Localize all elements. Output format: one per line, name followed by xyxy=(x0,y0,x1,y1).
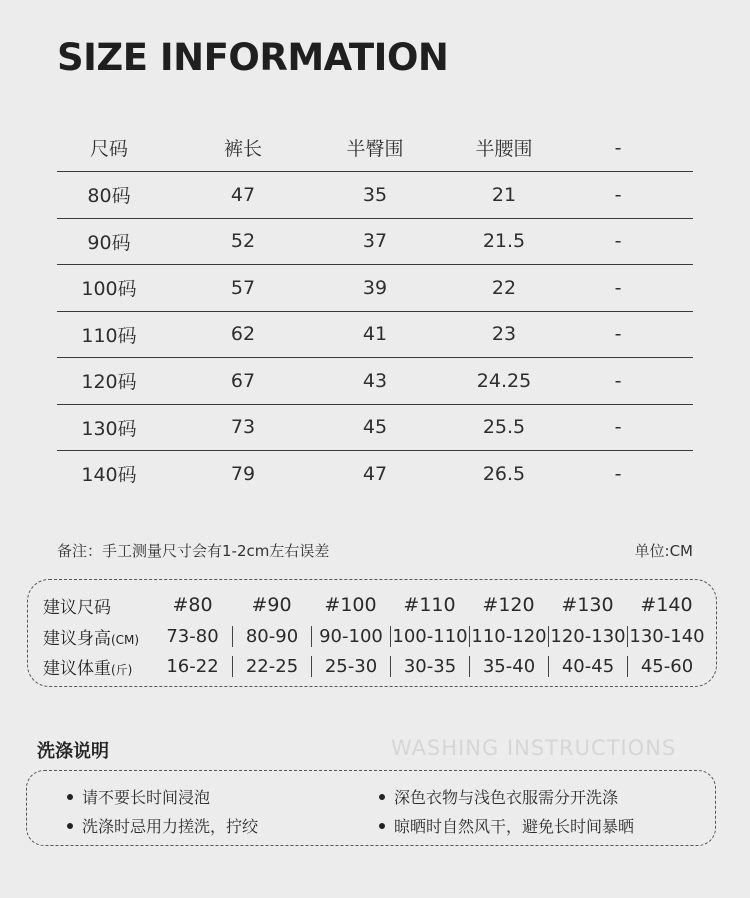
table-cell: 80码 xyxy=(87,185,131,208)
table-cell: 39 xyxy=(362,276,388,299)
table-row xyxy=(57,451,693,497)
recommend-size-label: 建议尺码 xyxy=(43,597,111,618)
recommend-size-cell: #140 xyxy=(640,594,693,616)
washing-item-text: 请不要长时间浸泡 xyxy=(82,788,211,807)
table-row xyxy=(57,405,693,452)
table-cell: 43 xyxy=(362,369,388,392)
washing-title: 洗涤说明 xyxy=(37,741,109,762)
table-cell: 24.25 xyxy=(476,369,532,392)
recommend-size-row xyxy=(28,590,716,620)
bullet-icon xyxy=(67,794,73,800)
table-cell: - xyxy=(614,323,622,346)
washing-item xyxy=(379,814,634,837)
recommend-weight-cell: 35-40 xyxy=(469,656,548,677)
table-cell: 22 xyxy=(491,276,517,299)
table-cell: 120码 xyxy=(81,371,137,394)
table-cell: 26.5 xyxy=(482,462,526,485)
table-cell: - xyxy=(614,230,622,253)
recommend-size-cell: #80 xyxy=(172,594,213,616)
table-cell: 47 xyxy=(230,183,256,206)
recommend-size-cell: #90 xyxy=(251,594,292,616)
table-cell: 21 xyxy=(491,183,517,206)
weight-label-text: 建议体重 xyxy=(43,658,111,679)
washing-item-text: 洗涤时忌用力搓洗，拧绞 xyxy=(82,817,259,836)
washing-item-text: 深色衣物与浅色衣服需分开洗涤 xyxy=(394,788,619,807)
header-cell: 半腰围 xyxy=(475,138,533,160)
table-cell: 100码 xyxy=(81,278,137,301)
washing-item xyxy=(67,814,258,837)
table-row xyxy=(57,312,693,359)
table-row xyxy=(57,265,693,312)
recommend-weight-label xyxy=(28,654,153,679)
table-cell: 67 xyxy=(230,369,256,392)
table-cell: 140码 xyxy=(81,464,137,487)
table-cell: 25.5 xyxy=(482,416,526,439)
table-cell: 52 xyxy=(230,230,256,253)
bullet-icon xyxy=(67,823,73,829)
table-cell: 47 xyxy=(362,462,388,485)
header-cell: 裤长 xyxy=(223,138,262,160)
table-cell: - xyxy=(614,369,622,392)
recommend-weight-cell: 40-45 xyxy=(548,656,627,677)
washing-item xyxy=(67,785,210,808)
header-cell: 半臀围 xyxy=(346,138,404,160)
table-row xyxy=(57,358,693,405)
recommend-height-row xyxy=(28,622,716,650)
table-cell: 45 xyxy=(362,416,388,439)
recommend-height-cell: 80-90 xyxy=(232,626,311,647)
washing-instructions-box xyxy=(26,770,716,846)
recommend-size-cell: #130 xyxy=(561,594,614,616)
header-cell: 尺码 xyxy=(89,138,128,160)
measurement-note: 备注：手工测量尺寸会有1-2cm左右误差 xyxy=(57,542,330,560)
table-cell: 130码 xyxy=(81,417,137,440)
table-cell: 73 xyxy=(230,416,256,439)
table-cell: 37 xyxy=(362,230,388,253)
weight-unit-text: (斤) xyxy=(111,662,133,677)
washing-item xyxy=(379,785,618,808)
recommend-weight-cell: 45-60 xyxy=(627,656,706,677)
washing-title-en: WASHING INSTRUCTIONS xyxy=(391,736,677,760)
size-recommendation-box xyxy=(27,579,717,687)
table-cell: 62 xyxy=(230,323,256,346)
table-row xyxy=(57,172,693,219)
table-cell: 79 xyxy=(230,462,256,485)
table-row xyxy=(57,219,693,266)
table-cell: 90码 xyxy=(87,231,131,254)
recommend-size-cell: #100 xyxy=(324,594,377,616)
recommend-weight-cell: 16-22 xyxy=(166,655,219,677)
page-title: SIZE INFORMATION xyxy=(57,36,449,79)
recommend-height-cell: 120-130 xyxy=(548,626,627,647)
table-cell: - xyxy=(614,276,622,299)
washing-item-text: 晾晒时自然风干，避免长时间暴晒 xyxy=(394,817,635,836)
table-cell: 35 xyxy=(362,183,388,206)
recommend-height-cell: 90-100 xyxy=(311,626,390,647)
recommend-weight-cell: 25-30 xyxy=(311,656,390,677)
height-unit-text: (CM) xyxy=(111,632,140,647)
table-header-row xyxy=(57,124,693,172)
table-cell: 23 xyxy=(491,323,517,346)
recommend-height-cell: 110-120 xyxy=(469,626,548,647)
table-cell: 57 xyxy=(230,276,256,299)
height-label-text: 建议身高 xyxy=(43,628,111,649)
recommend-weight-cell: 22-25 xyxy=(232,656,311,677)
table-cell: 21.5 xyxy=(482,230,526,253)
header-cell: - xyxy=(614,136,622,159)
recommend-size-cell: #110 xyxy=(403,594,456,616)
table-cell: - xyxy=(614,416,622,439)
table-cell: - xyxy=(614,462,622,485)
recommend-weight-row xyxy=(28,652,716,680)
recommend-size-cell: #120 xyxy=(482,594,535,616)
recommend-height-cell: 100-110 xyxy=(390,626,469,647)
bullet-icon xyxy=(379,823,385,829)
table-cell: 41 xyxy=(362,323,388,346)
recommend-height-label xyxy=(28,624,153,649)
recommend-height-cell: 73-80 xyxy=(166,625,219,647)
unit-label: 单位:CM xyxy=(634,542,693,560)
table-cell: - xyxy=(614,183,622,206)
size-table xyxy=(57,124,693,497)
recommend-height-cell: 130-140 xyxy=(627,626,706,647)
recommend-weight-cell: 30-35 xyxy=(390,656,469,677)
bullet-icon xyxy=(379,794,385,800)
table-cell: 110码 xyxy=(81,324,137,347)
